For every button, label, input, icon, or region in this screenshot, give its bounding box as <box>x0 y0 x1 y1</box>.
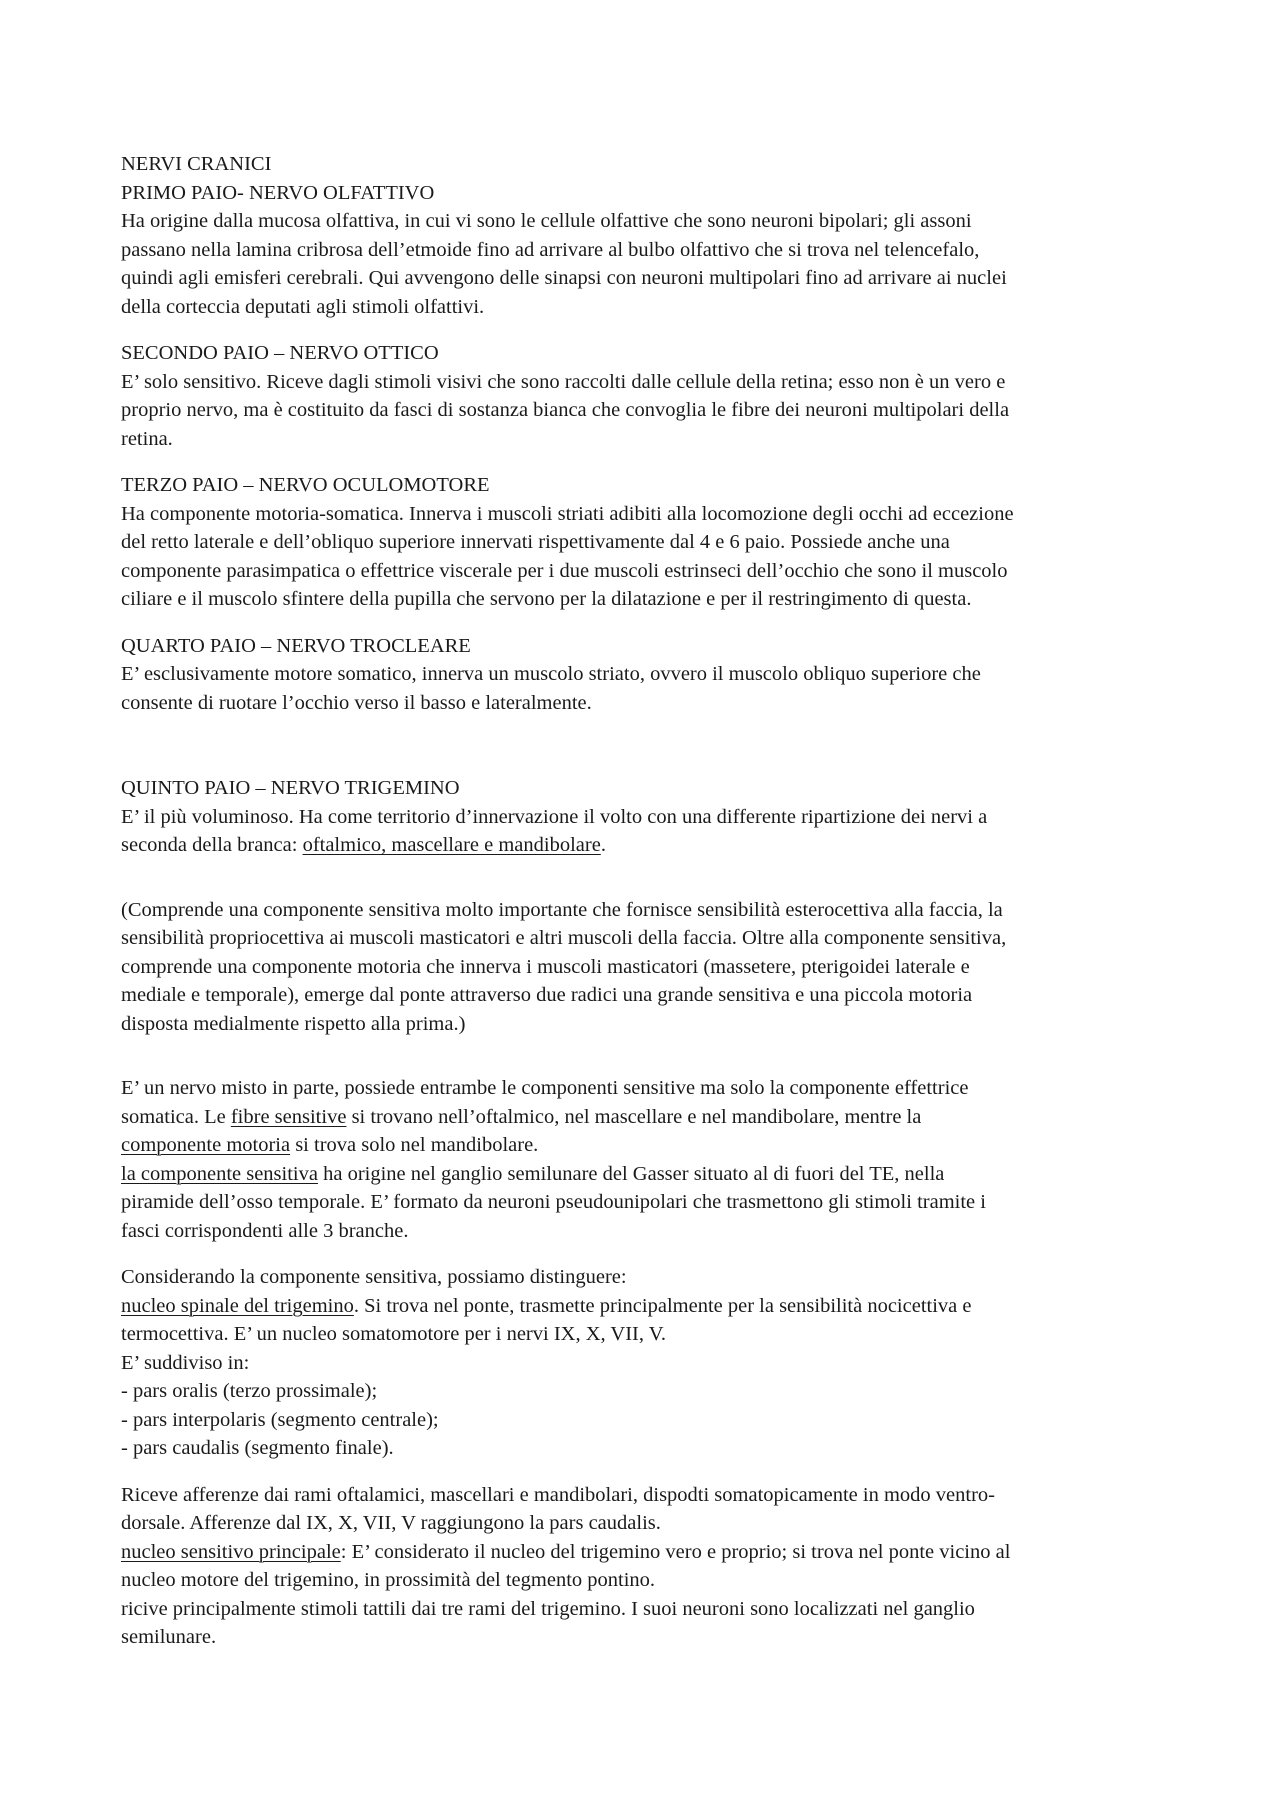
list-item: - pars caudalis (segmento finale). <box>121 1437 394 1459</box>
sensory-component-paragraph <box>121 1263 1166 1463</box>
section-heading: SECONDO PAIO – NERVO OTTICO <box>121 342 439 364</box>
paragraph-line: dorsale. Afferenze dal IX, X, VII, V raggiungono la pars caudalis. <box>121 1512 661 1534</box>
underlined-term: nucleo spinale del trigemino <box>121 1294 354 1317</box>
document-page <box>121 150 1166 1652</box>
paragraph-line: Ha componente motoria-somatica. Innerva i muscoli striati adibiti alla locomozione degli occhi ad eccezione <box>121 502 1014 525</box>
section-secondo-paio <box>121 339 1166 453</box>
paragraph-line <box>121 831 1166 860</box>
paragraph-line: E’ suddiviso in: <box>121 1351 250 1374</box>
underlined-term: fibre sensitive <box>230 1105 347 1128</box>
paragraph-line: sensibilità propriocettiva ai muscoli masticatori e altri muscoli della faccia. Oltre alla componente sensitiva, <box>121 927 1007 949</box>
paragraph-line <box>121 1103 1166 1132</box>
paragraph-line: E’ il più voluminoso. Ha come territorio d’innervazione il volto con una differente ripartizione dei nervi a <box>121 805 988 828</box>
paragraph-line: proprio nervo, ma è costituito da fasci di sostanza bianca che convoglia le fibre dei neuroni multipolari della <box>121 399 1010 421</box>
section-heading: PRIMO PAIO- NERVO OLFATTIVO <box>121 181 435 204</box>
paragraph-line: termocettiva. E’ un nucleo somatomotore per i nervi IX, X, VII, V. <box>121 1323 667 1345</box>
section-terzo-paio <box>121 471 1166 614</box>
paragraph-line: Ha origine dalla mucosa olfattiva, in cui vi sono le cellule olfattive che sono neuroni bipolari; gli assoni <box>121 210 972 232</box>
paragraph-line: passano nella lamina cribrosa dell’etmoide fino ad arrivare al bulbo olfattivo che si trova nel telencefalo, <box>121 238 980 261</box>
section-heading: TERZO PAIO – NERVO OCULOMOTORE <box>121 474 490 496</box>
text-run: : E’ considerato il nucleo del trigemino vero e proprio; si trova nel ponte vicino al <box>340 1540 1011 1563</box>
paragraph-line: fasci corrispondenti alle 3 branche. <box>121 1219 409 1242</box>
paragraph-line: ricive principalmente stimoli tattili dai tre rami del trigemino. I suoi neuroni sono localizzati nel ganglio <box>121 1597 975 1620</box>
text-run: si trovano nell’oftalmico, nel mascellare e nel mandibolare, mentre la <box>346 1105 922 1128</box>
paragraph-line: retina. <box>121 427 173 450</box>
paragraph-line: Riceve afferenze dai rami oftalamici, mascellari e mandibolari, dispodti somatopicamente in modo ventro- <box>121 1483 995 1506</box>
paragraph-line: componente parasimpatica o effettrice viscerale per i due muscoli estrinseci dell’occhio che sono il muscolo <box>121 559 1008 582</box>
paragraph-line: E’ solo sensitivo. Riceve dagli stimoli visivi che sono raccolti dalle cellule della retina; esso non è un vero e <box>121 370 1006 393</box>
afferents-paragraph <box>121 1481 1166 1652</box>
paragraph-line: semilunare. <box>121 1626 217 1648</box>
paragraph-line: mediale e temporale), emerge dal ponte attraverso due radici una grande sensitiva e una piccola motoria <box>121 984 973 1006</box>
paragraph-line: E’ esclusivamente motore somatico, innerva un muscolo striato, ovvero il muscolo obliquo superiore che <box>121 663 981 685</box>
paragraph-line: ciliare e il muscolo sfintere della pupilla che servono per la dilatazione e per il restringimento di questa. <box>121 588 972 610</box>
paragraph-line: disposta medialmente rispetto alla prima.) <box>121 1012 466 1035</box>
paragraph-line: consente di ruotare l’occhio verso il basso e lateralmente. <box>121 691 592 714</box>
text-run: . Si trova nel ponte, trasmette principalmente per la sensibilità nocicettiva e <box>353 1294 972 1317</box>
paragraph-line <box>121 1160 1166 1189</box>
underlined-term: componente motoria <box>121 1134 291 1156</box>
section-quinto-paio <box>121 774 1166 860</box>
section-heading: QUARTO PAIO – NERVO TROCLEARE <box>121 634 471 657</box>
section-quarto-paio <box>121 632 1166 718</box>
paragraph-line <box>121 1292 1166 1321</box>
text-run: somatica. Le <box>121 1105 231 1128</box>
text-run: seconda della branca: <box>121 834 303 856</box>
paragraph-line: (Comprende una componente sensitiva molto importante che fornisce sensibilità esterocettiva alla faccia, la <box>121 898 1003 921</box>
text-run: si trova solo nel mandibolare. <box>290 1134 539 1156</box>
paragraph-line: Considerando la componente sensitiva, possiamo distinguere: <box>121 1266 627 1288</box>
mixed-nerve-paragraph <box>121 1074 1166 1245</box>
section-heading: QUINTO PAIO – NERVO TRIGEMINO <box>121 777 460 799</box>
list-item: - pars interpolaris (segmento centrale); <box>121 1408 439 1431</box>
section-primo-paio <box>121 179 1166 322</box>
underlined-term: nucleo sensitivo principale <box>121 1540 341 1563</box>
text-run: ha origine nel ganglio semilunare del Gasser situato al di fuori del TE, nella <box>317 1162 945 1185</box>
underlined-term: la componente sensitiva <box>121 1162 318 1185</box>
paragraph-line <box>121 1538 1166 1567</box>
paragraph-line: quindi agli emisferi cerebrali. Qui avvengono delle sinapsi con neuroni multipolari fino ad arrivare ai nuclei <box>121 267 1007 289</box>
underlined-term: oftalmico, mascellare e mandibolare <box>302 834 601 856</box>
paragraph-line: comprende una componente motoria che innerva i muscoli masticatori (massetere, pterigoidei laterale e <box>121 955 970 978</box>
parenthetical-paragraph <box>121 896 1166 1039</box>
paragraph-line: della corteccia deputati agli stimoli olfattivi. <box>121 295 485 318</box>
paragraph-line: piramide dell’osso temporale. E’ formato da neuroni pseudounipolari che trasmettono gli stimoli tramite i <box>121 1191 986 1213</box>
text-run: . <box>600 834 606 856</box>
paragraph-line: del retto laterale e dell’obliquo superiore innervati rispettivamente dal 4 e 6 paio. Possiede anche una <box>121 531 950 553</box>
document-title: NERVI CRANICI <box>121 153 272 175</box>
paragraph-line <box>121 1131 1166 1160</box>
paragraph-line: nucleo motore del trigemino, in prossimità del tegmento pontino. <box>121 1569 656 1591</box>
paragraph-line: E’ un nervo misto in parte, possiede entrambe le componenti sensitive ma solo la componente effettrice <box>121 1077 969 1099</box>
list-item: - pars oralis (terzo prossimale); <box>121 1380 378 1402</box>
